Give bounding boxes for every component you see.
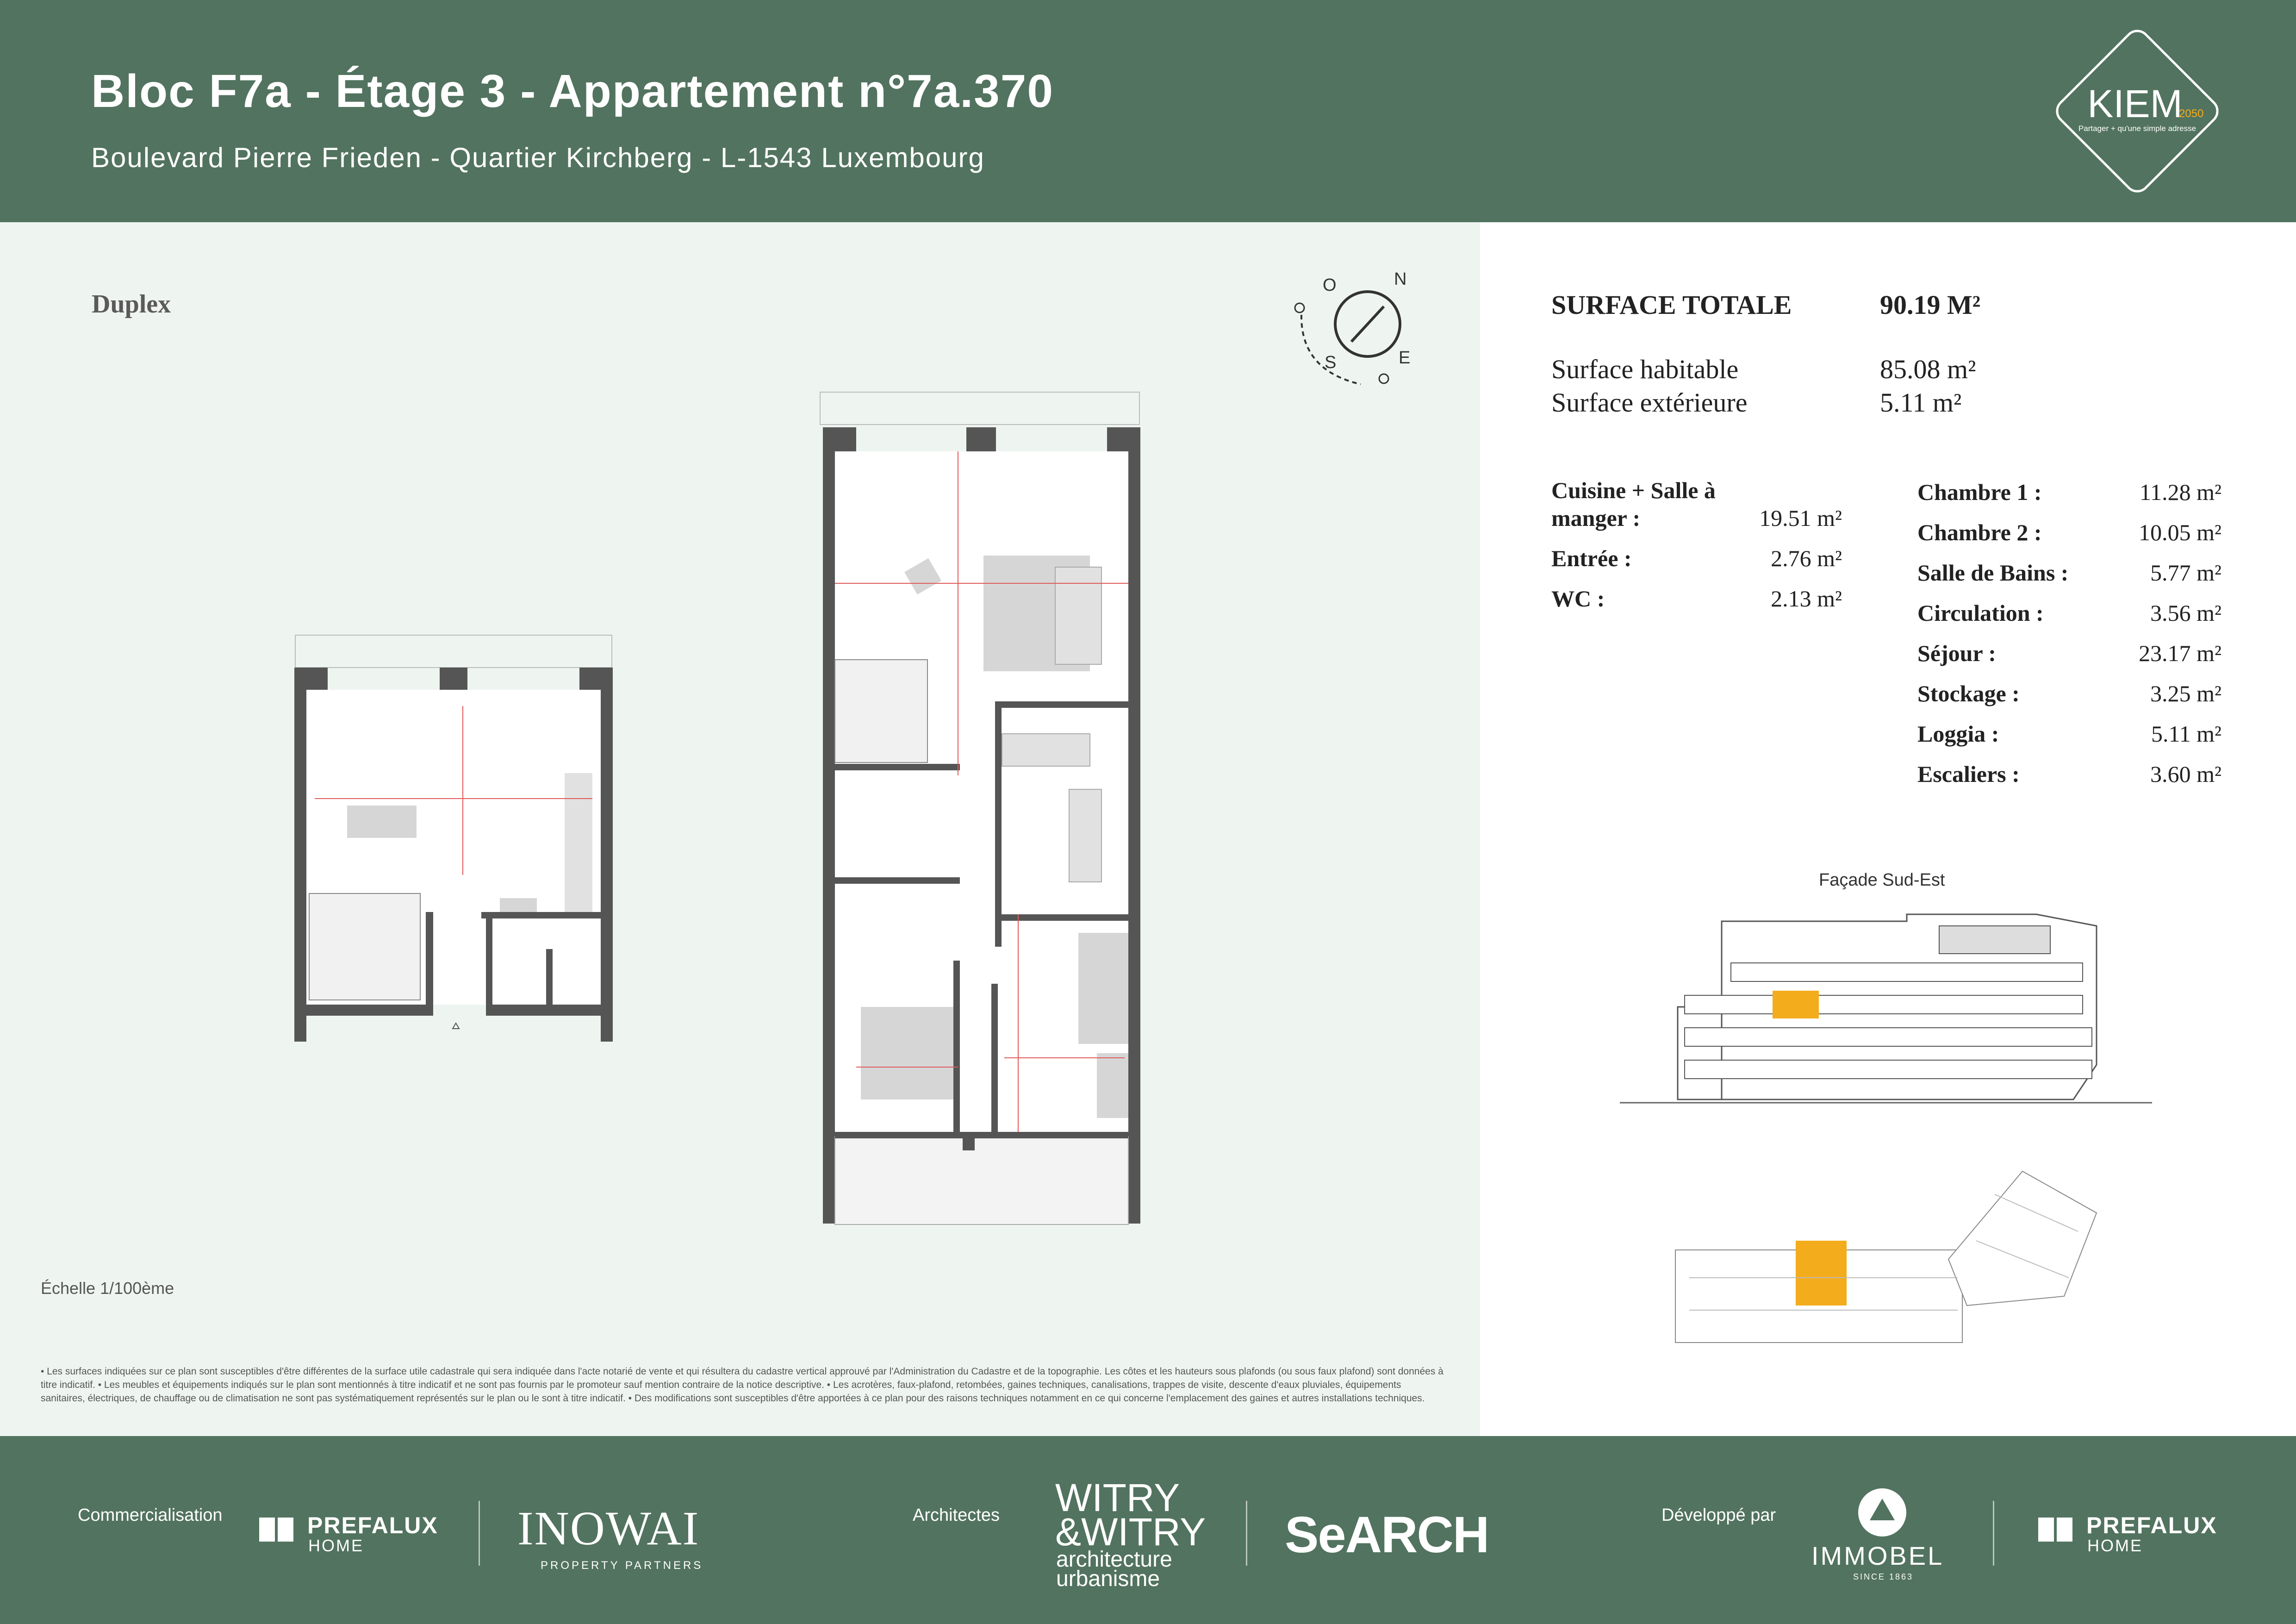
- room-label: Entrée :: [1551, 545, 1632, 571]
- plan-pane: [0, 222, 1480, 1436]
- search-logo: SeARCH: [1285, 1506, 1489, 1563]
- sun-icon: [1379, 374, 1388, 383]
- compass-west-label: O: [1323, 275, 1337, 295]
- room-label: Stockage :: [1917, 681, 2020, 706]
- kiem-logo-year: 2050: [2179, 107, 2204, 120]
- prefalux-logo-mark: [278, 1518, 293, 1542]
- immobel-logo-mark: [1857, 1487, 1908, 1538]
- logo-divider: [1246, 1501, 1247, 1566]
- commercialisation-label: Commercialisation: [78, 1505, 223, 1525]
- room-label: Circulation :: [1917, 600, 2044, 626]
- compass-south-label: S: [1325, 353, 1337, 372]
- room-value: 3.25 m²: [2150, 681, 2221, 706]
- immobel-name: IMMOBEL: [1811, 1541, 1944, 1570]
- site-plan: [1671, 1157, 2143, 1352]
- room-value: 2.13 m²: [1771, 586, 1842, 612]
- room-label: Loggia :: [1917, 721, 1999, 747]
- surface-habitable-label: Surface habitable: [1551, 354, 1739, 384]
- compass-north-label: N: [1394, 269, 1407, 289]
- witry-line: WITRY: [1055, 1476, 1180, 1519]
- facade-title: Façade Sud-Est: [1819, 870, 1945, 890]
- duplex-label: Duplex: [92, 290, 171, 319]
- logo-divider: [1993, 1501, 1994, 1566]
- sun-icon: [1295, 303, 1304, 312]
- prefalux-home: HOME: [308, 1536, 364, 1555]
- room-value: 5.11 m²: [2151, 721, 2221, 747]
- surface-total-label: SURFACE TOTALE: [1551, 290, 1792, 320]
- scale-note: Échelle 1/100ème: [41, 1279, 174, 1298]
- witry-logo: [1055, 1476, 1206, 1554]
- header-banner: [0, 0, 2296, 222]
- inowai-sub: PROPERTY PARTNERS: [541, 1559, 703, 1572]
- room-label: Salle de Bains :: [1917, 560, 2069, 586]
- compass-rose: [1291, 264, 1435, 398]
- room-label: Chambre 2 :: [1917, 519, 2042, 545]
- witry-line: architecture: [1056, 1547, 1172, 1572]
- witry-sub: [1056, 1547, 1172, 1591]
- immobel-since: SINCE 1863: [1853, 1572, 1914, 1581]
- room-value: 3.56 m²: [2150, 600, 2221, 626]
- surface-total-value: 90.19 M²: [1880, 290, 1981, 320]
- disclaimer-text: • Les surfaces indiquées sur ce plan sont susceptibles d'être différentes de la surface utile cadastrale qui sera indiquée dans l'acte notarié de vente et qui résultera du cadastre vertical approuvé par l'Administration du Cadastre et de la topographie. Les côtes et les hauteurs sous plafonds (ou sous faux plafond) sont données à titre indicatif. • Les meubles et équipements indiqués sur le plan sont mentionnés à titre indicatif et ne sont pas fournis par le promoteur sauf mention contraire de la notice descriptive. • Les acrotères, faux-plafond, retombées, gaines techniques, canalisations, trappes de visite, descente d'eaux pluviales, équipements sanitaires, électriques, de chauffage ou de climatisation ne sont pas systématiquement représentés sur le plan ou le sont à titre indicatif. • Des modifications sont susceptibles d'être apportées à ce plan pour des raisons techniques notamment en ce qui concerne l'emplacement des gaines et autres installations techniques.: [41, 1366, 1444, 1404]
- kiem-logo-tagline: Partager + qu'une simple adresse: [2078, 124, 2196, 133]
- facade-elevation: [1620, 912, 2157, 1106]
- room-value: 5.77 m²: [2150, 560, 2221, 586]
- room-value: 11.28 m²: [2139, 479, 2221, 505]
- compass-east-label: E: [1399, 348, 1411, 368]
- inowai-logo: INOWAI: [517, 1502, 700, 1555]
- room-label-cont: manger :: [1551, 505, 1641, 531]
- prefalux-logo-mark: [259, 1518, 275, 1542]
- floor-plan-lower: [287, 634, 620, 1042]
- prefalux-home: HOME: [2087, 1536, 2143, 1555]
- witry-line: urbanisme: [1056, 1567, 1160, 1591]
- prefalux-name: PREFALUX: [2086, 1512, 2217, 1538]
- room-value: 3.60 m²: [2150, 761, 2221, 787]
- floor-plan-upper: [819, 391, 1143, 1229]
- witry-line: &WITRY: [1055, 1510, 1206, 1554]
- kiem-logo: [2045, 22, 2230, 200]
- developpe-label: Développé par: [1661, 1505, 1776, 1525]
- page-title: Bloc F7a - Étage 3 - Appartement n°7a.370: [91, 65, 1054, 117]
- room-value: 23.17 m²: [2139, 640, 2221, 666]
- room-label: WC :: [1551, 586, 1605, 612]
- prefalux-name: PREFALUX: [307, 1512, 438, 1538]
- footer-banner: [0, 1436, 2296, 1624]
- architectes-label: Architectes: [913, 1505, 1000, 1525]
- surface-exterieure-label: Surface extérieure: [1551, 387, 1748, 418]
- room-value: 2.76 m²: [1771, 545, 1842, 571]
- address-subtitle: Boulevard Pierre Frieden - Quartier Kirchberg - L-1543 Luxembourg: [91, 142, 985, 173]
- room-label: Escaliers :: [1917, 761, 2020, 787]
- room-label: Séjour :: [1917, 640, 1996, 666]
- logo-divider: [479, 1501, 480, 1566]
- prefalux-logo-mark: [2038, 1518, 2054, 1542]
- surface-exterieure-value: 5.11 m²: [1880, 387, 1962, 418]
- room-value: 19.51 m²: [1759, 505, 1842, 531]
- kiem-logo-name: KIEM: [2087, 82, 2183, 125]
- surface-habitable-value: 85.08 m²: [1880, 354, 1976, 384]
- room-label: Chambre 1 :: [1917, 479, 2042, 505]
- prefalux-logo-mark: [2057, 1518, 2072, 1542]
- room-label: Cuisine + Salle à: [1551, 477, 1716, 503]
- room-value: 10.05 m²: [2139, 519, 2221, 545]
